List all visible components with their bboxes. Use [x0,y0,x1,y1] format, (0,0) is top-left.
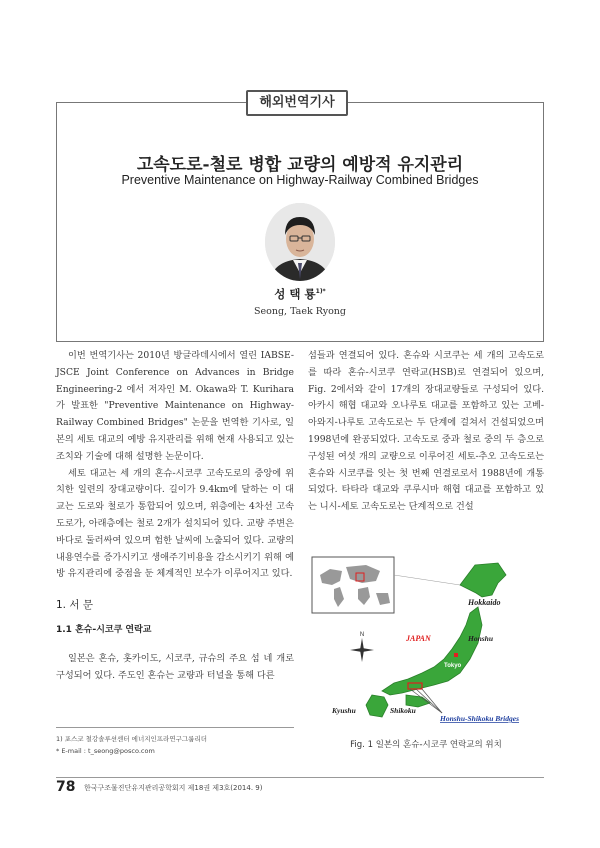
left-column [56,348,294,684]
journal-citation: 한국구조물진단유지관리공학회지 제18권 제3호(2014. 9) [84,784,263,792]
svg-text:N: N [359,632,365,638]
author-name-korean: 성 택 룡$^{1)*}$ [274,287,326,301]
label-shikoku: Shikoku [390,706,416,715]
author-photo [265,203,335,281]
title-english: Preventive Maintenance on Highway-Railway Combined Bridges [121,173,479,187]
label-japan: JAPAN [406,634,431,643]
body-paragraph: 일본은 혼슈, 홋카이도, 시코쿠, 규슈의 주요 섬 네 개로 구성되어 있다. 주도인 혼슈는 교량과 터널을 통해 다른 [56,652,294,681]
footnote-divider [56,727,294,728]
article-category-tag: 해외번역기사 [246,90,348,116]
section-heading: 1. 서 문 [56,599,93,612]
label-tokyo: Tokyo [444,663,462,669]
footnote-affiliation: 1) 포스코 철강솔루션센터 에너지인프라연구그룹리더 [56,735,208,743]
summary-paragraph: 세토 대교는 세 개의 혼슈-시코쿠 고속도로의 중앙에 위치한 일련의 장대교량이다. 길이가 9.4km에 달하는 이 대교는 도로와 철로가 통합되어 있으며, 위층에는 4차선 고속도로가, 아래층에는 철로 2개가 설치되어 있다. 교량 주변은 바다로 둘러싸여 있으며 험한 날씨에 노출되어 있다. 교량의 내용연수를 증가시키고 생애주기비용을 감소시키기 위해 예방 유지관리에 중점을 둔 체계적인 보수가 이루어지고 있다. [56,467,294,580]
footer-divider [56,777,544,778]
title-korean: 고속도로-철로 병합 교량의 예방적 유지관리 [136,155,464,175]
tokyo-marker [454,653,458,657]
continued-paragraph: 섬들과 연결되어 있다. 혼슈와 시코쿠는 세 개의 고속도로를 따라 혼슈-시코쿠 연락교(HSB)로 연결되어 있으며, Fig. 2에서와 같이 17개의 장대교량들로 구성되어 있다. 아카시 해협 대교와 오나루토 대교를 포함하고 있는 고베-아와지-나루토 고속도로는 두 단계에 걸쳐서 건설되었으며 1998년에 완공되었다. 고속도로 중과 철로 중의 두 층으로 구성된 여섯 개의 교량으로 이루어진 세토-추오 고속도로는 혼슈와 시코쿠를 잇는 첫 번째 연결로로서 1988년에 개통되었다. 타타라 대교와 쿠루시마 해협 대교를 포함하고 있는 니시-세토 고속도로는 단계적으로 건설 [308,350,544,513]
japan-location-map [310,555,544,735]
label-hokkaido: Hokkaido [468,598,501,607]
intro-paragraph: 이번 번역기사는 2010년 방글라데시에서 열린 IABSE-JSCE Joint Conference on Advances in Bridge Engineering-2 에서 저자인 M. Okawa와 T. Kurihara가 발표한 "Preventive Maintenance on Highway-Railway Combined Bridges" 논문을 번역한 기사로, 일본의 세토 대교의 예방 유지관리를 위해 현재 사용되고 있는 조치와 기술에 대해 설명한 논문이다. [56,350,294,462]
page-number: 78 [56,779,76,795]
footnote-email: * E-mail : t_seong@posco.com [56,747,155,755]
compass-icon [350,632,374,662]
label-kyushu: Kyushu [332,706,356,715]
label-hsb: Honshu-Shikoku Bridges [440,714,519,723]
right-column [308,348,544,516]
figure-caption: Fig. 1 일본의 혼슈-시코쿠 연락교의 위치 [350,740,502,750]
author-name-english: Seong, Taek Ryong [253,306,347,317]
label-honshu: Honshu [468,634,494,643]
subsection-heading: 1.1 혼슈-시코쿠 연락교 [56,624,152,635]
